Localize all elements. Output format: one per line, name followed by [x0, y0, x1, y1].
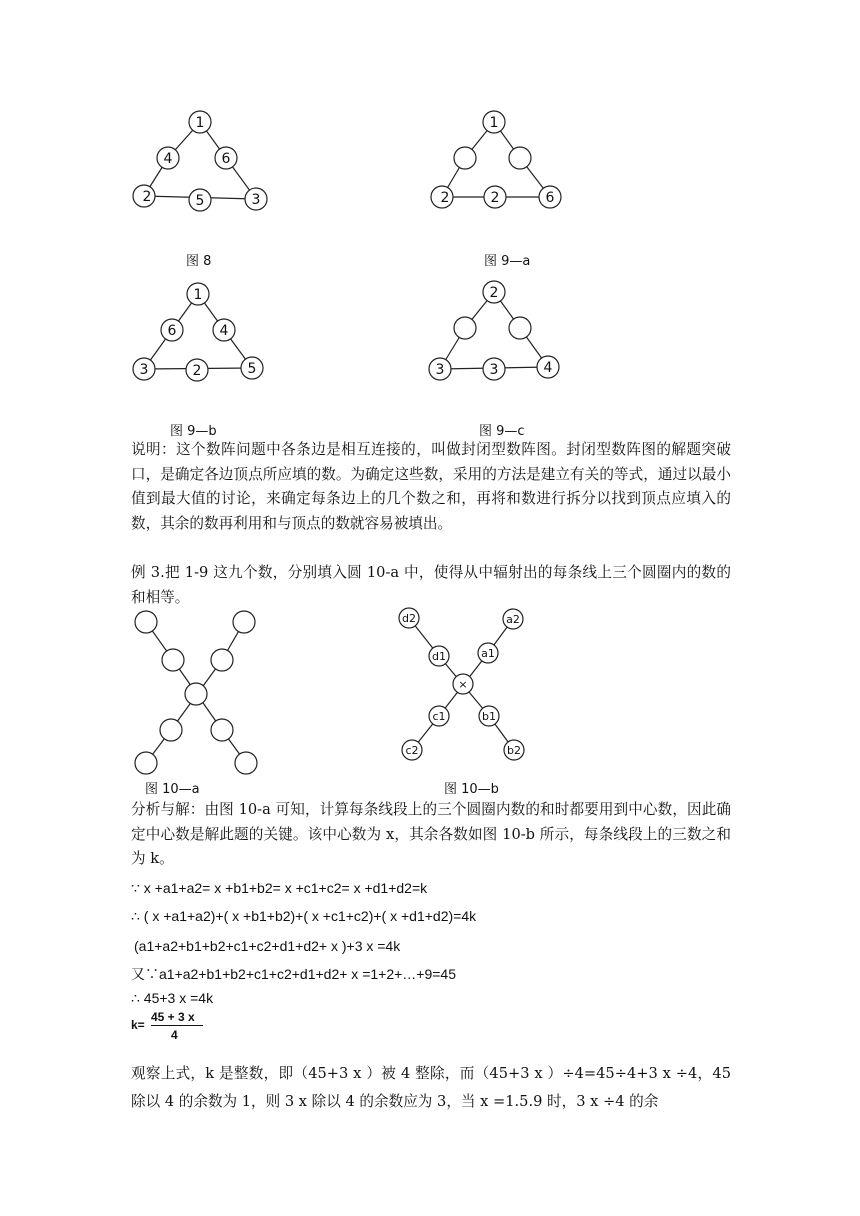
figure-10b	[395, 606, 535, 776]
node-label: 6	[221, 151, 231, 167]
fraction-lhs: k=	[131, 1018, 145, 1032]
figure-9b-diagram	[130, 280, 270, 390]
node-label: a1	[481, 647, 495, 660]
node-label: 2	[490, 190, 500, 206]
figure-9c-diagram	[428, 280, 568, 390]
circle-node	[454, 317, 476, 339]
node-label: 3	[489, 362, 499, 378]
node-label: 3	[251, 192, 261, 208]
fraction-bar	[151, 1025, 203, 1026]
circle-node	[454, 147, 476, 169]
figure-9a-caption: 图 9—a	[484, 254, 531, 269]
circle-node	[162, 649, 184, 671]
node-label: 4	[163, 151, 173, 167]
circle-node	[135, 752, 157, 774]
center-label: ×	[458, 678, 468, 691]
equation-1: ∵ x +a1+a2= x +b1+b2= x +c1+c2= x +d1+d2=k	[131, 880, 428, 896]
node-label: 2	[440, 190, 450, 206]
fraction-denominator: 4	[171, 1028, 178, 1042]
example-3-paragraph: 例 3.把 1-9 这九个数，分别填入圆 10-a 中，使得从中辐射出的每条线上三个圆圈内的数的和相等。	[131, 564, 731, 606]
figure-8-diagram	[130, 108, 270, 218]
node-label: 5	[247, 361, 257, 377]
equation-4: 又∵a1+a2+b1+b2+c1+c2+d1+d2+ x =1+2+…+9=45	[131, 966, 457, 982]
figure-9c	[428, 280, 568, 390]
node-label: 2	[142, 189, 152, 205]
circle-node	[509, 147, 531, 169]
explanation-paragraph: 说明：这个数阵问题中各条边是相互连接的，叫做封闭型数阵图。封闭型数阵图的解题突破口，是确定各边顶点所应填的数。为确定这些数，采用的方法是建立有关的等式，通过以最小值到最大值的讨论，来确定每条边上的几个数之和，再将和数进行拆分以找到顶点应填入的数，其余的数再利用和与顶点的数就容易被填出。	[131, 441, 731, 532]
node-label: 5	[195, 193, 205, 209]
figure-9b-caption: 图 9—b	[170, 424, 217, 439]
circle-node	[211, 649, 233, 671]
equation-5: ∴ 45+3 x =4k	[131, 990, 214, 1006]
node-label: 3	[139, 362, 149, 378]
node-label: a2	[506, 613, 520, 626]
node-label: 1	[195, 115, 205, 131]
circle-node	[509, 317, 531, 339]
circle-node	[160, 719, 182, 741]
node-label: 4	[219, 323, 229, 339]
figure-8	[130, 108, 270, 218]
node-label: 1	[193, 287, 203, 303]
node-label: 1	[489, 115, 499, 131]
node-label: b1	[482, 710, 496, 723]
figure-10b-caption: 图 10—b	[444, 782, 499, 797]
circle-node	[233, 611, 255, 633]
node-label: 6	[545, 190, 555, 206]
node-label: 2	[192, 363, 202, 379]
equation-2: ∴ ( x +a1+a2)+( x +b1+b2)+( x +c1+c2)+( x +d1+d2)=4k	[131, 908, 477, 924]
figure-10a-caption: 图 10—a	[145, 782, 200, 797]
figure-10a-diagram	[130, 606, 270, 776]
node-label: c1	[432, 710, 446, 723]
circle-node	[235, 752, 257, 774]
figure-8-caption: 图 8	[186, 254, 212, 269]
node-label: c2	[405, 744, 419, 757]
node-label: 2	[489, 285, 499, 301]
node-label: 4	[543, 360, 553, 376]
node-label: 6	[167, 323, 177, 339]
node-label: b2	[507, 744, 521, 757]
figure-9b	[130, 280, 270, 390]
conclusion-paragraph: 观察上式，k 是整数，即（45+3 x ）被 4 整除，而（45+3 x ）÷4=45÷4+3 x ÷4，45 除以 4 的余数为 1，则 3 x 除以 4 的余数应为 3，当 x =1.5.9 时，3 x ÷4 的余	[131, 1065, 731, 1110]
analysis-paragraph: 分析与解：由图 10-a 可知，计算每条线段上的三个圆圈内数的和时都要用到中心数，因此确定中心数是解此题的关键。该中心数为 x，其余各数如图 10-b 所示，每条线段上的三数之和为 k。	[131, 801, 731, 868]
node-label: d1	[432, 650, 446, 663]
figure-10b-diagram	[395, 606, 535, 776]
figure-9a	[428, 108, 568, 218]
center-circle	[185, 683, 207, 705]
circle-node	[211, 719, 233, 741]
figure-10a	[130, 606, 270, 776]
node-label: 3	[435, 362, 445, 378]
fraction-numerator: 45 + 3 x	[151, 1010, 195, 1024]
circle-node	[135, 611, 157, 633]
node-label: d2	[402, 612, 416, 625]
figure-9a-diagram	[428, 108, 568, 218]
figure-9c-caption: 图 9—c	[479, 424, 525, 439]
equation-3: (a1+a2+b1+b2+c1+c2+d1+d2+ x )+3 x =4k	[134, 938, 401, 954]
